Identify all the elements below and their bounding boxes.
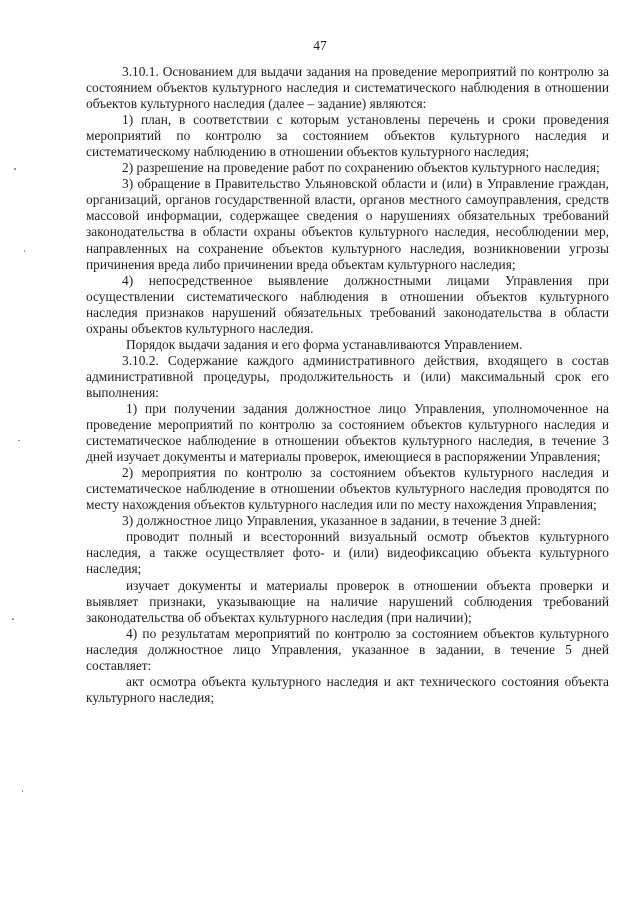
scan-speck [18, 440, 20, 441]
scan-speck [14, 168, 16, 170]
step-4-act: акт осмотра объекта культурного наследия и акт технического состояния объекта культурного наследия; [86, 673, 609, 705]
scan-speck [12, 618, 14, 620]
document-body [86, 64, 609, 706]
step-3-official: 3) должностное лицо Управления, указанное в задании, в течение 3 дней: [122, 513, 541, 529]
scan-speck [24, 250, 25, 252]
scan-speck [22, 790, 23, 792]
step-1-receipt: 1) при получении задания должностное лицо Управления, уполномоченное на проведение мероприятий по контролю за состоянием объектов культурного наследия и систематическое наблюдение в отношении объектов культурного наследия, в течение 3 дней изучает документы и материалы проверок, имеющиеся в распоряжении Управления; [86, 400, 609, 465]
paragraph-3-10-1: 3.10.1. Основанием для выдачи задания на проведение мероприятий по контролю за состоянием объектов культурного наследия и систематического наблюдения в отношении объектов культурного наследия (далее – задание) являются: [86, 64, 609, 112]
paragraph-3-10-2: 3.10.2. Содержание каждого административного действия, входящего в состав административной процедуры, продолжительность и (или) максимальный срок его выполнения: [86, 352, 609, 400]
step-4-results: 4) по результатам мероприятий по контролю за состоянием объектов культурного наследия должностное лицо Управления, указанное в задании, в течение 5 дней составляет: [86, 625, 609, 673]
list-item-2-permit: 2) разрешение на проведение работ по сохранению объектов культурного наследия; [122, 160, 600, 176]
paragraph-order: Порядок выдачи задания и его форма устанавливаются Управлением. [126, 336, 523, 352]
step-3-documents: изучает документы и материалы проверок в отношении объекта проверки и выявляет признаки, указывающие на наличие нарушений соблюдения требований законодательства об объектах культурного наследия (при наличии); [86, 577, 609, 625]
list-item-4-detection: 4) непосредственное выявление должностными лицами Управления при осуществлении систематического наблюдения в отношении объектов культурного наследия признаков нарушений обязательных требований законодательства в области охраны объектов культурного наследия. [86, 272, 609, 336]
step-2-location: 2) мероприятия по контролю за состоянием объектов культурного наследия и систематическое наблюдение в отношении объектов культурного наследия проводятся по месту нахождения объектов культурного наследия или по месту нахождения Управления; [86, 465, 609, 513]
list-item-3-appeal: 3) обращение в Правительство Ульяновской области и (или) в Управление граждан, организаций, органов государственной власти, органов местного самоуправления, средств массовой информации, содержащее сведения о нарушениях обязательных требований законодательства в области охраны объектов культурного наследия, несоблюдении мер, направленных на сохранение объектов культурного наследия, возникновении угрозы причинения вреда либо причинении вреда объектам культурного наследия; [86, 176, 609, 272]
page-number: 47 [313, 38, 327, 53]
step-3-inspection: проводит полный и всесторонний визуальный осмотр объектов культурного наследия, а также осуществляет фото- и (или) видеофиксацию объекта культурного наследия; [86, 529, 609, 577]
list-item-1-plan: 1) план, в соответствии с которым установлены перечень и сроки проведения мероприятий по контролю за состоянием объектов культурного наследия и систематическому наблюдению в отношении объектов культурного наследия; [86, 112, 609, 160]
